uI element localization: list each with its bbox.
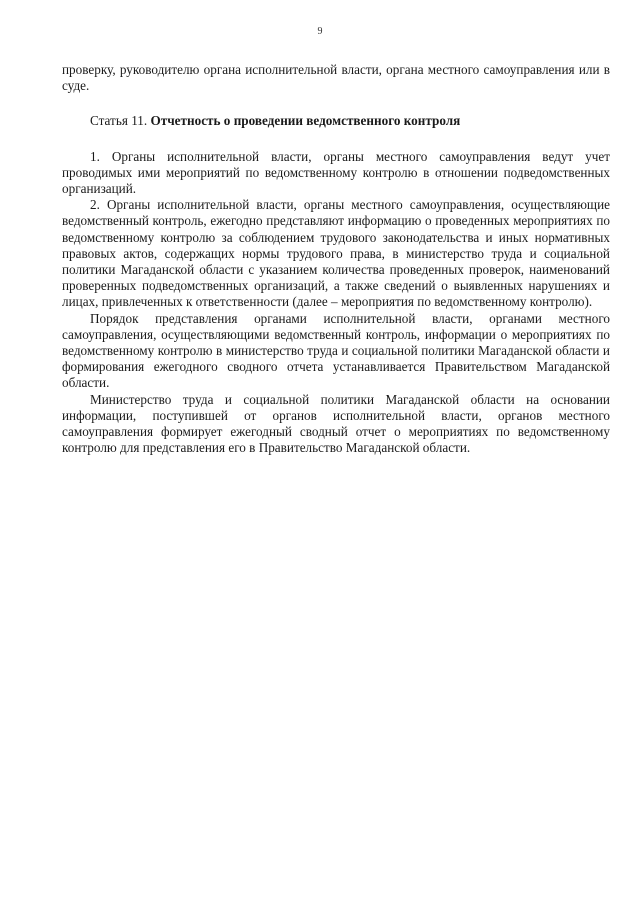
paragraph-1: 1. Органы исполнительной власти, органы местного самоуправления ведут учет проводимых ими мероприятий по ведомственному контролю в отношении подведомственных организаций.	[62, 148, 610, 197]
article-heading	[62, 113, 610, 129]
page-number: 9	[317, 26, 323, 37]
paragraph-4: Министерство труда и социальной политики Магаданской области на основании информации, поступившей от органов исполнительной власти, органов местного самоуправления формирует ежегодный сводный отчет о мероприятиях по ведомственному контролю для представления его в Правительство Магаданской области.	[62, 391, 610, 456]
continuation-paragraph: проверку, руководителю органа исполнительной власти, органа местного самоуправления или в суде.	[62, 62, 610, 94]
paragraph-3: Порядок представления органами исполнительной власти, органами местного самоуправления, осуществляющими ведомственный контроль, информации о мероприятиях по ведомственному контролю в министерство труда и социальной политики Магаданской области и формирования ежегодного сводного отчета устанавливается Правительством Магаданской области.	[62, 310, 610, 391]
paragraph-2: 2. Органы исполнительной власти, органы местного самоуправления, осуществляющие ведомственный контроль, ежегодно представляют информацию о проведенных мероприятиях по ведомственному контролю за соблюдением трудового законодательства и иных нормативных правовых актов, содержащих нормы трудового права, в министерство труда и социальной политики Магаданской области с указанием количества проведенных проверок, наименований проверенных подведомственных организаций, а также сведений о выявленных нарушениях и лицах, привлеченных к ответственности (далее – мероприятия по ведомственному контролю).	[62, 197, 610, 310]
article-title: Отчетность о проведении ведомственного контроля	[150, 113, 461, 129]
article-number: Статья 11.	[90, 113, 148, 129]
document-body	[62, 62, 610, 456]
